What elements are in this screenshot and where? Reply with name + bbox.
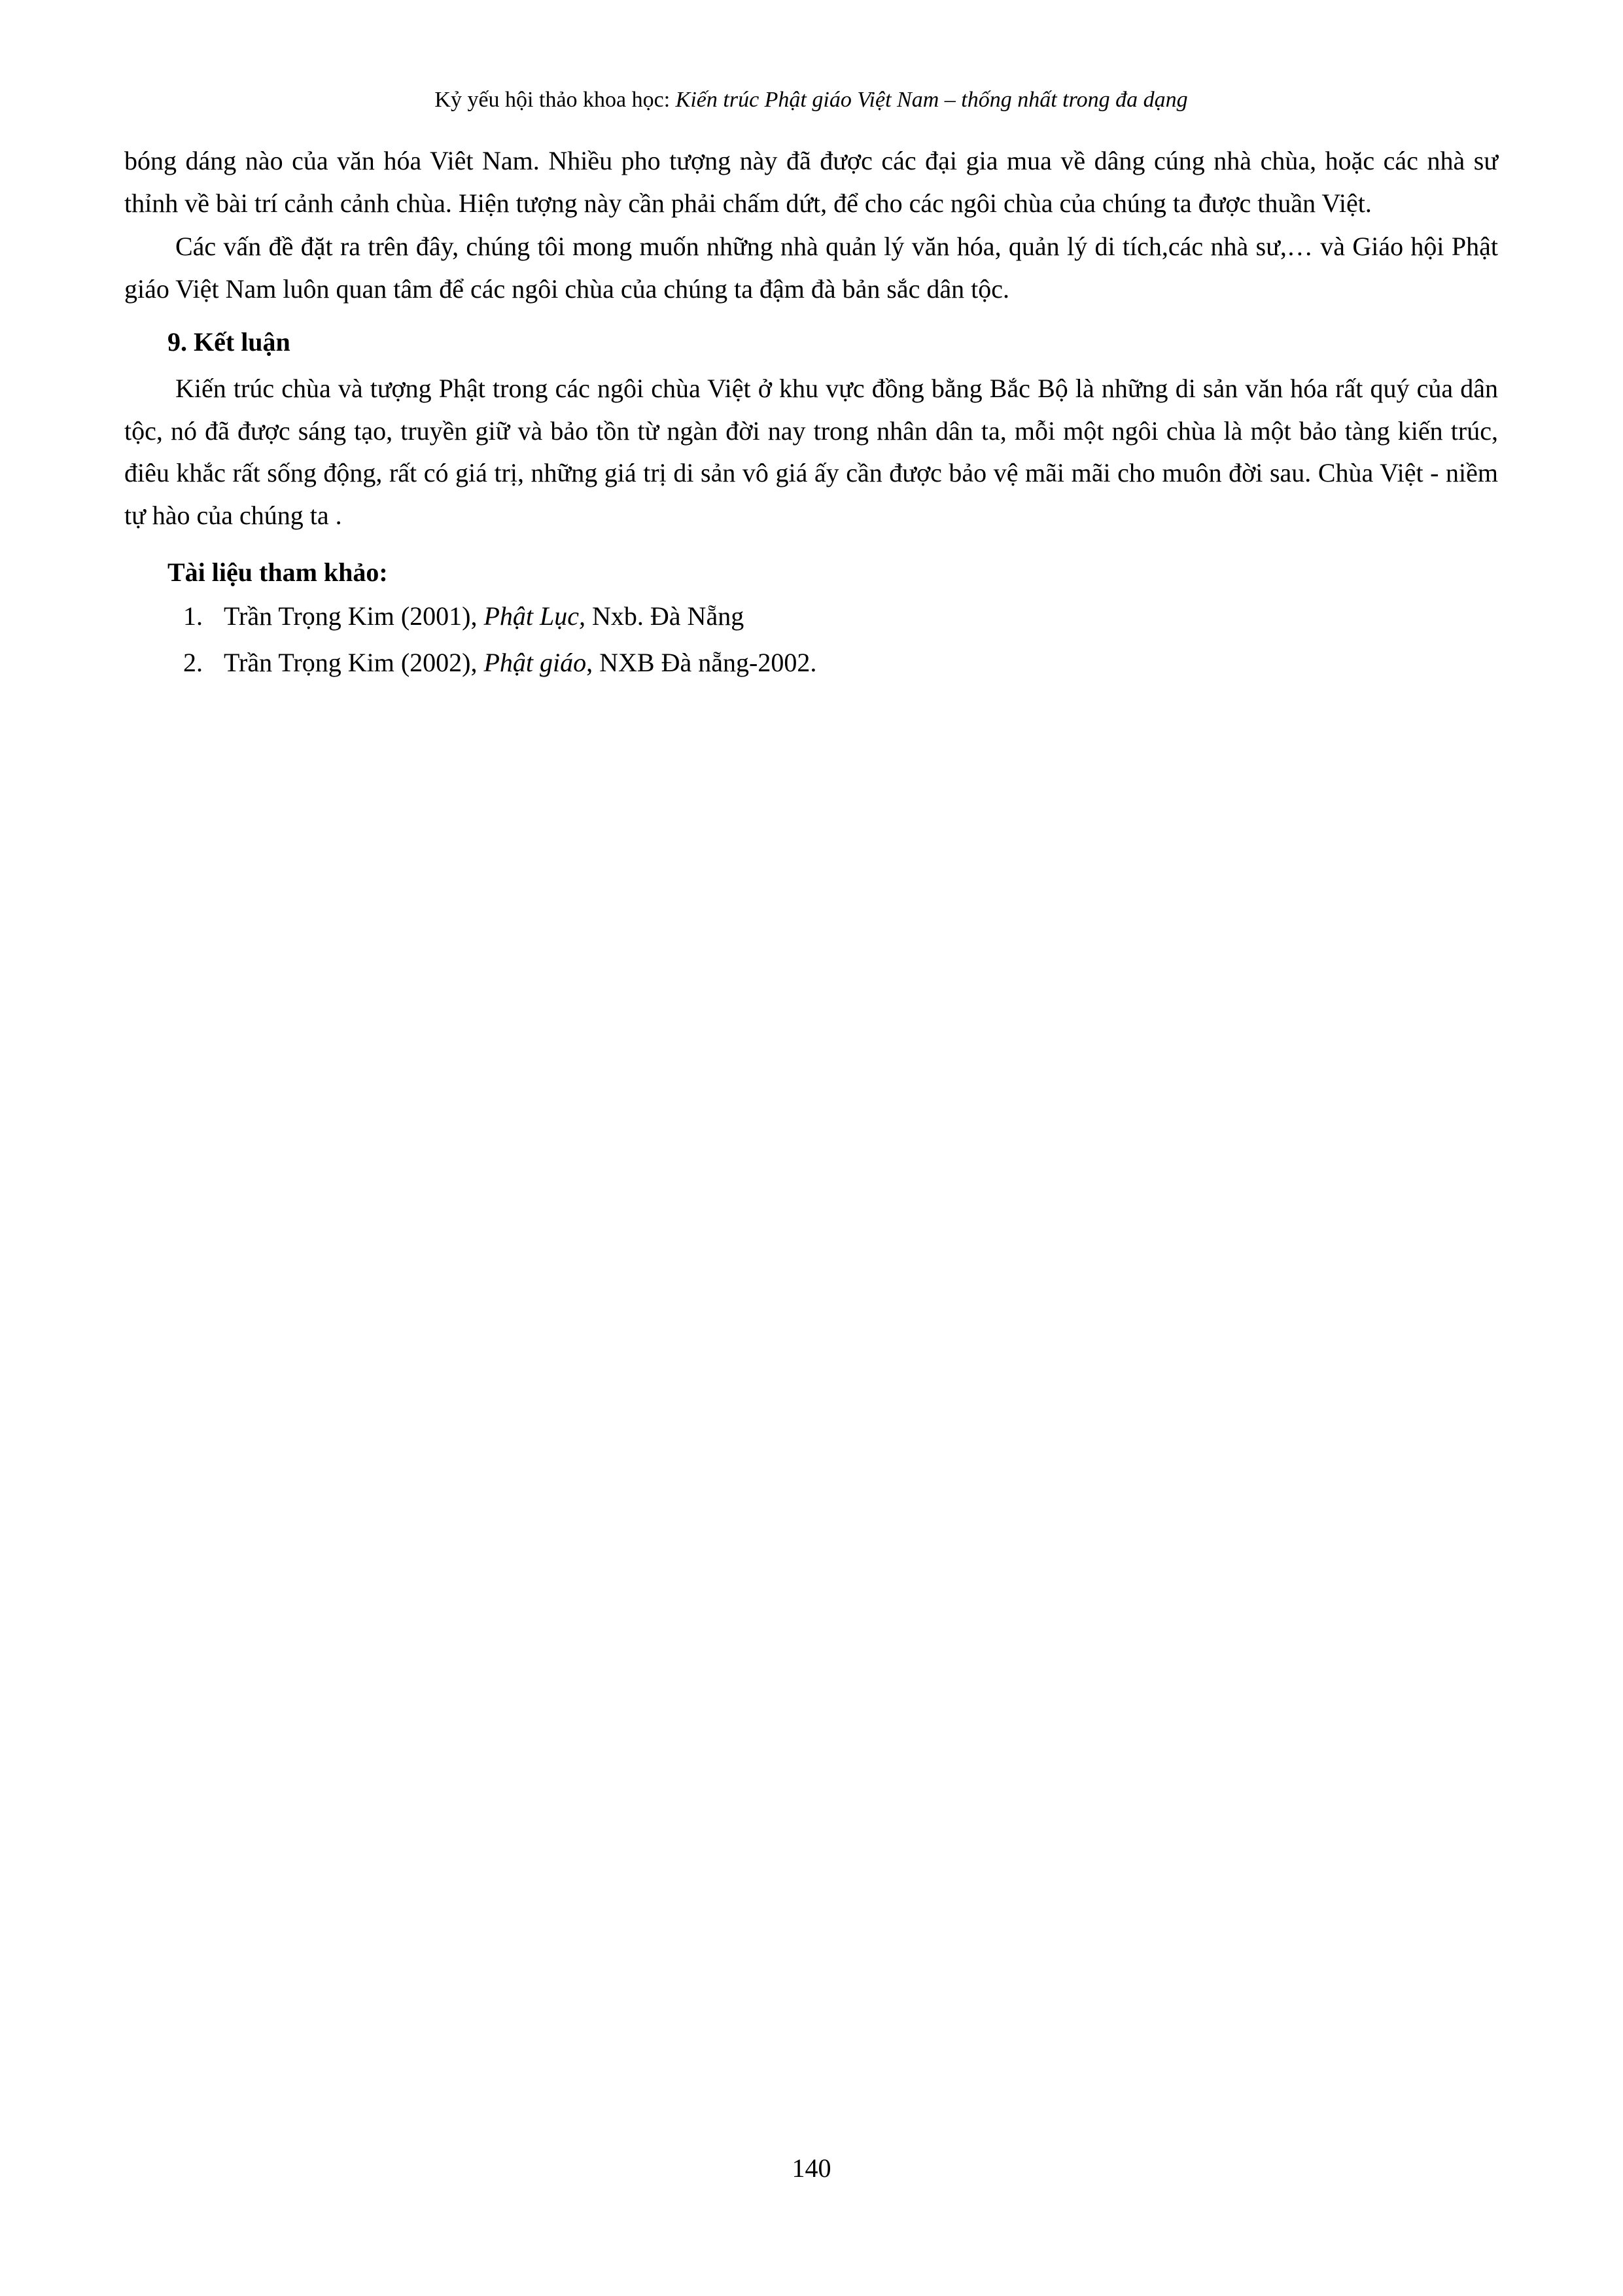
reference-text-before: Trần Trọng Kim (2002),	[224, 647, 484, 677]
paragraph-1: bóng dáng nào của văn hóa Viêt Nam. Nhiều pho tượng này đã được các đại gia mua về dâng cúng nhà chùa, hoặc các nhà sư thỉnh về bài trí cảnh cảnh chùa. Hiện tượng này cần phải chấm dứt, để cho các ngôi chùa của chúng ta được thuần Việt.	[124, 145, 1498, 218]
page-number: 140	[792, 2153, 831, 2183]
reference-text-after: Nxb. Đà Nẵng	[585, 601, 744, 631]
paragraph-conclusion: Kiến trúc chùa và tượng Phật trong các ngôi chùa Việt ở khu vực đồng bằng Bắc Bộ là những di sản văn hóa rất quý của dân tộc, nó đã được sáng tạo, truyền giữ và bảo tồn từ ngàn đời nay trong nhân dân ta, mỗi một ngôi chùa là một bảo tàng kiến trúc, điêu khắc rất sống động, rất có giá trị, những giá trị di sản vô giá ấy cần được bảo vệ mãi mãi cho muôn đời sau. Chùa Việt - niềm tự hào của chúng ta .	[124, 373, 1498, 531]
reference-title-italic: Phật Lục,	[483, 601, 586, 631]
reference-text	[224, 642, 1498, 684]
references-list	[124, 595, 1498, 684]
reference-title-italic: Phật giáo	[483, 647, 587, 677]
reference-text-after: , NXB Đà nẵng-2002.	[586, 647, 817, 677]
running-head-title: Kiến trúc Phật giáo Việt Nam – thống nhất trong đa dạng	[675, 88, 1188, 112]
references-heading: Tài liệu tham khảo:	[167, 557, 388, 588]
section-heading-conclusion: 9. Kết luận	[167, 327, 290, 357]
reference-text-before: Trần Trọng Kim (2001),	[224, 601, 484, 631]
running-head	[124, 85, 1498, 115]
reference-number: 1.	[183, 601, 203, 631]
page-content	[124, 85, 1498, 688]
reference-number: 2.	[183, 647, 203, 677]
list-item	[124, 642, 1498, 684]
paragraph-2: Các vấn đề đặt ra trên đây, chúng tôi mong muốn những nhà quản lý văn hóa, quản lý di tích,các nhà sư,… và Giáo hội Phật giáo Việt Nam luôn quan tâm để các ngôi chùa của chúng ta đậm đà bản sắc dân tộc.	[124, 232, 1498, 304]
reference-text	[224, 595, 1498, 638]
list-item	[124, 595, 1498, 638]
running-head-prefix: Kỷ yếu hội thảo khoa học:	[434, 88, 676, 112]
